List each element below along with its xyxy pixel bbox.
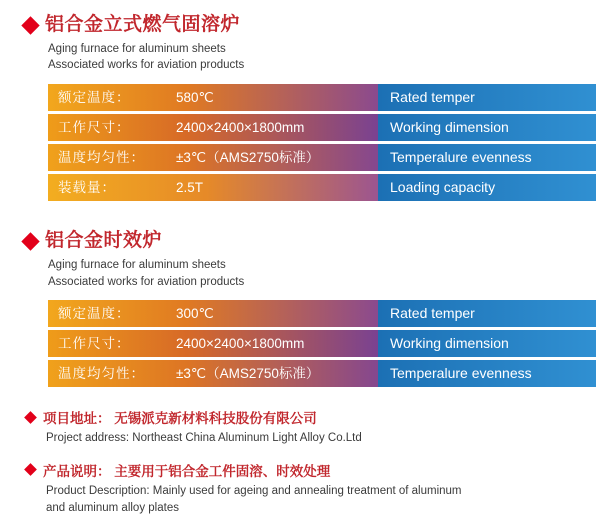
spec-value: 300℃ bbox=[176, 306, 214, 322]
spec-row bbox=[48, 114, 596, 141]
diamond-bullet-icon bbox=[21, 16, 39, 34]
spec-row-left bbox=[48, 330, 378, 357]
diamond-bullet-icon bbox=[21, 232, 39, 250]
spec-row-left bbox=[48, 174, 378, 201]
project-address-cn: 项目地址： 无锡派克新材料科技股份有限公司 bbox=[43, 411, 317, 427]
spec-value: 2.5T bbox=[176, 180, 204, 196]
product-description-block bbox=[22, 460, 578, 516]
spec-row bbox=[48, 300, 596, 327]
section-divider-space bbox=[22, 204, 578, 230]
diamond-bullet-small-icon bbox=[24, 464, 37, 477]
spec-row bbox=[48, 360, 596, 387]
spec-label: 工作尺寸： bbox=[58, 120, 131, 136]
section-aging-furnace bbox=[22, 230, 578, 387]
section-vertical-gas-solution-furnace bbox=[22, 14, 578, 201]
section-subtitle bbox=[48, 41, 578, 74]
section-subtitle-line2: Associated works for aviation products bbox=[48, 59, 245, 72]
spec-label-en: Working dimension bbox=[378, 114, 596, 141]
section-title: 铝合金时效炉 bbox=[45, 230, 163, 252]
spec-label: 温度均匀性： bbox=[58, 150, 145, 166]
project-address-block bbox=[22, 407, 578, 447]
spec-label: 工作尺寸： bbox=[58, 336, 131, 352]
spec-label-en: Temperalure evenness bbox=[378, 360, 596, 387]
product-description-en-line2: and aluminum alloy plates bbox=[46, 501, 179, 514]
spec-row bbox=[48, 144, 596, 171]
section-subtitle-line1: Aging furnace for aluminum sheets bbox=[48, 42, 226, 55]
spec-label-en: Loading capacity bbox=[378, 174, 596, 201]
spec-row-left bbox=[48, 84, 378, 111]
spec-row-left bbox=[48, 300, 378, 327]
spec-label-en: Temperalure evenness bbox=[378, 144, 596, 171]
spec-row bbox=[48, 84, 596, 111]
section-subtitle-line1: Aging furnace for aluminum sheets bbox=[48, 258, 226, 271]
diamond-bullet-small-icon bbox=[24, 411, 37, 424]
section-subtitle bbox=[48, 257, 578, 290]
spec-value: 2400×2400×1800mm bbox=[176, 120, 305, 136]
project-address-heading bbox=[22, 407, 578, 427]
spec-label-en: Working dimension bbox=[378, 330, 596, 357]
spec-label: 温度均匀性： bbox=[58, 366, 145, 382]
spec-label: 额定温度： bbox=[58, 90, 131, 106]
product-description-cn: 产品说明： 主要用于铝合金工件固溶、时效处理 bbox=[43, 463, 331, 479]
section-subtitle-line2: Associated works for aviation products bbox=[48, 275, 245, 288]
spec-label: 装载量： bbox=[58, 180, 116, 196]
spec-value: 580℃ bbox=[176, 90, 214, 106]
product-description-heading bbox=[22, 460, 578, 480]
section-heading bbox=[22, 14, 578, 37]
section-heading bbox=[22, 230, 578, 253]
product-description-en-line1: Product Description: Mainly used for ageing and annealing treatment of aluminum bbox=[46, 484, 462, 497]
spec-row-left bbox=[48, 114, 378, 141]
spec-value: ±3℃（AMS2750标准） bbox=[176, 366, 320, 382]
spec-row-left bbox=[48, 360, 378, 387]
spec-row-left bbox=[48, 144, 378, 171]
project-address-en: Project address: Northeast China Aluminum Light Alloy Co.Ltd bbox=[46, 432, 362, 445]
spec-label: 额定温度： bbox=[58, 306, 131, 322]
spec-row bbox=[48, 330, 596, 357]
spec-value: 2400×2400×1800mm bbox=[176, 336, 305, 352]
spec-value: ±3℃（AMS2750标准） bbox=[176, 150, 320, 166]
spec-label-en: Rated temper bbox=[378, 300, 596, 327]
spec-row bbox=[48, 174, 596, 201]
spec-label-en: Rated temper bbox=[378, 84, 596, 111]
section-title: 铝合金立式燃气固溶炉 bbox=[45, 14, 241, 35]
